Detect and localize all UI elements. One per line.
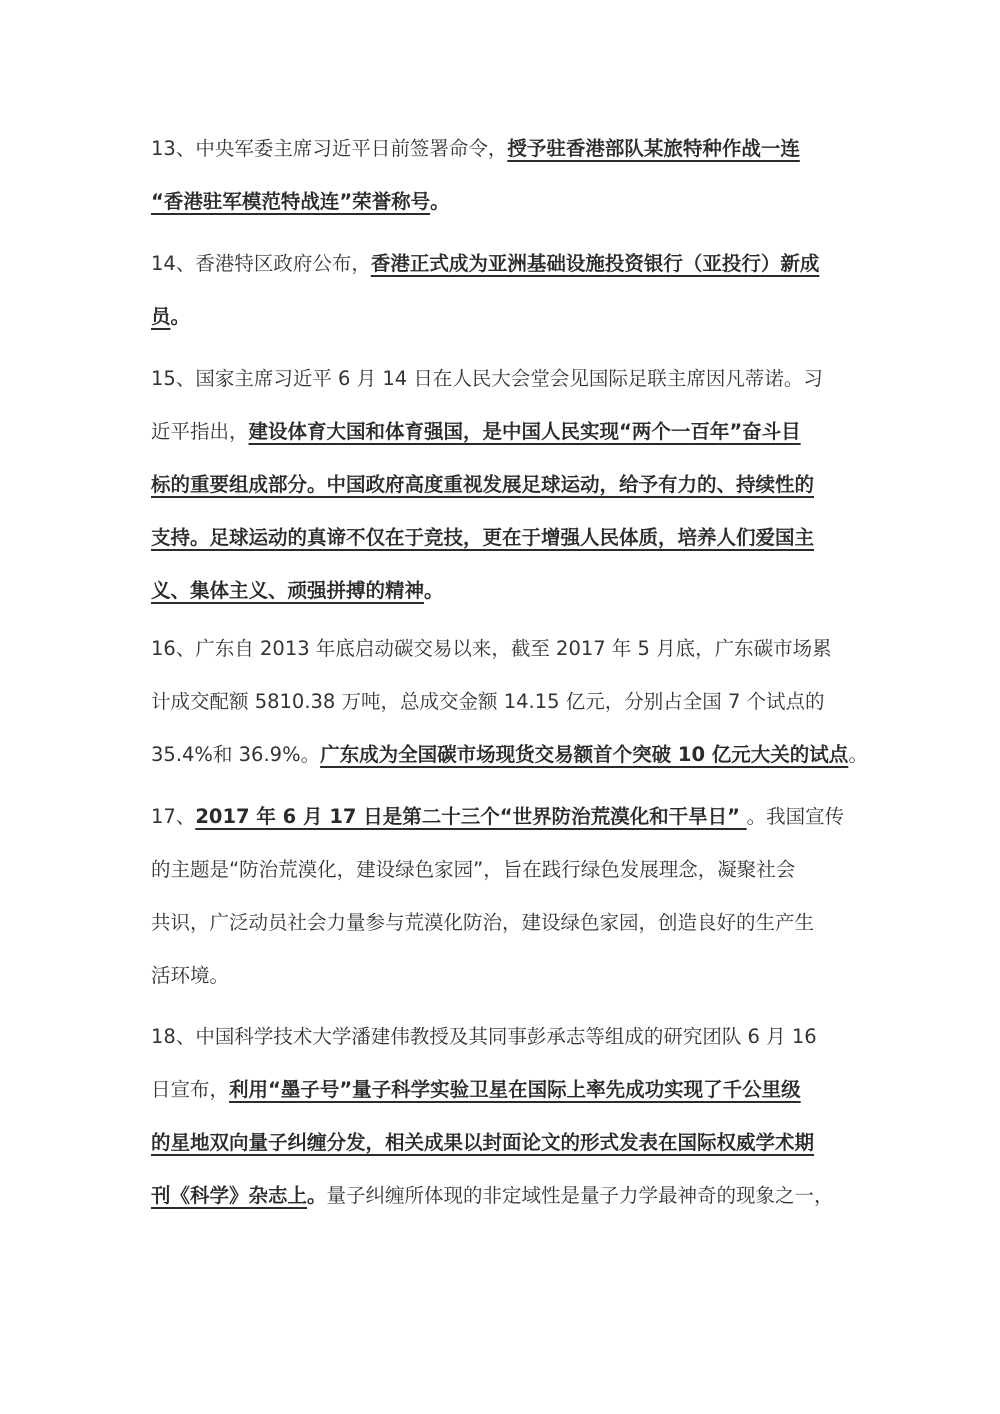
emphasis-text: 2017 年 6 月 17 日是第二十三个“世界防治荒漠化和干旱日” [195, 805, 747, 828]
text-line [151, 1063, 871, 1116]
text-line [151, 175, 871, 228]
punctuation: 。 [424, 579, 444, 602]
emphasis-text: 义、集体主义、顽强拼搏的精神 [151, 579, 425, 602]
plain-text: 35.4%和 36.9%。 [151, 743, 321, 766]
text-line [151, 405, 871, 458]
news-item-13 [151, 122, 871, 228]
text-line [151, 352, 871, 405]
plain-text: 计成交配额 5810.38 万吨，总成交金额 14.15 亿元，分别占全国 7 个试点的 [151, 690, 825, 713]
text-line [151, 622, 871, 675]
plain-text: 14、香港特区政府公布， [151, 252, 371, 275]
plain-text: 日宣布， [151, 1078, 230, 1101]
plain-text: 16、广东自 2013 年底启动碳交易以来，截至 2017 年 5 月底，广东碳市场累 [151, 637, 832, 660]
plain-text: 。 [848, 743, 868, 766]
emphasis-text: 授予驻香港部队某旅特种作战一连 [507, 137, 800, 160]
news-item-17 [151, 790, 871, 1002]
punctuation: 。 [170, 305, 191, 328]
text-line [151, 728, 871, 781]
text-line [151, 1010, 871, 1063]
text-line [151, 237, 871, 290]
text-line [151, 511, 871, 564]
text-line [151, 122, 871, 175]
plain-text: 13、中央军委主席习近平日前签署命令， [151, 137, 508, 160]
punctuation: 。 [430, 190, 450, 213]
news-item-18 [151, 1010, 871, 1222]
text-line [151, 290, 871, 343]
emphasis-text: 建设体育大国和体育强国，是中国人民实现“两个一百年”奋斗目 [248, 420, 801, 443]
text-line [151, 1169, 871, 1222]
plain-text: 共识，广泛动员社会力量参与荒漠化防治，建设绿色家园，创造良好的生产生 [151, 911, 815, 934]
plain-text: 。我国宣传 [746, 805, 845, 828]
text-line [151, 843, 871, 896]
news-item-14 [151, 237, 871, 343]
emphasis-text: “香港驻军模范特战连”荣誉称号 [151, 190, 431, 213]
text-line [151, 675, 871, 728]
plain-text: 量子纠缠所体现的非定域性是量子力学最神奇的现象之一， [326, 1184, 834, 1207]
emphasis-text: 标的重要组成部分。中国政府高度重视发展足球运动，给予有力的、持续性的 [151, 473, 815, 496]
plain-text: 近平指出， [151, 420, 249, 443]
plain-text: 15、国家主席习近平 6 月 14 日在人民大会堂会见国际足联主席因凡蒂诺。习 [151, 367, 823, 390]
text-line [151, 458, 871, 511]
text-line [151, 949, 871, 1002]
plain-text: 活环境。 [151, 964, 230, 987]
plain-text: 17、 [151, 805, 196, 828]
plain-text: 的主题是“防治荒漠化，建设绿色家园”，旨在践行绿色发展理念，凝聚社会 [151, 858, 796, 881]
text-line [151, 896, 871, 949]
emphasis-text: 员 [151, 305, 171, 328]
news-item-15 [151, 352, 871, 617]
news-item-16 [151, 622, 871, 781]
emphasis-text: 支持。足球运动的真谛不仅在于竞技，更在于增强人民体质，培养人们爱国主 [151, 526, 815, 549]
emphasis-text: 刊《科学》杂志上 [151, 1184, 308, 1207]
text-line [151, 1116, 871, 1169]
plain-text: 18、中国科学技术大学潘建伟教授及其同事彭承志等组成的研究团队 6 月 16 [151, 1025, 817, 1048]
emphasis-text: 利用“墨子号”量子科学实验卫星在国际上率先成功实现了千公里级 [229, 1078, 801, 1101]
emphasis-text: 广东成为全国碳市场现货交易额首个突破 10 亿元大关的试点 [320, 743, 849, 766]
emphasis-text: 香港正式成为亚洲基础设施投资银行（亚投行）新成 [370, 252, 820, 275]
text-line [151, 790, 871, 843]
text-line [151, 564, 871, 617]
emphasis-text: 的星地双向量子纠缠分发，相关成果以封面论文的形式发表在国际权威学术期 [151, 1131, 815, 1154]
punctuation: 。 [307, 1184, 327, 1207]
